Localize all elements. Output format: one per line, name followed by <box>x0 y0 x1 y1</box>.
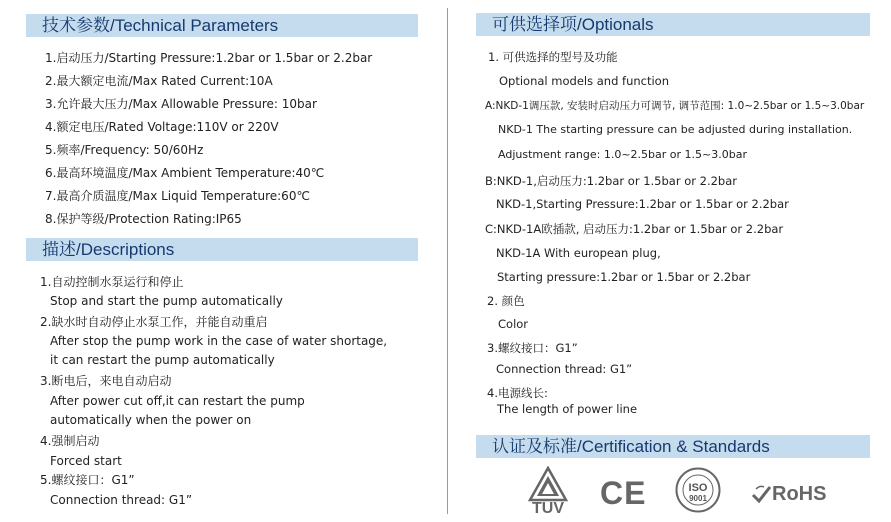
opt-line: NKD-1A With european plug, <box>496 246 661 260</box>
tech-item: 4.额定电压/Rated Voltage:110V or 220V <box>45 120 279 134</box>
column-divider <box>447 8 448 514</box>
opt-line: Connection thread: G1” <box>496 362 633 376</box>
iso-seal-icon <box>675 467 721 513</box>
tech-item: 3.允许最大压力/Max Allowable Pressure: 10bar <box>45 97 317 111</box>
opt-line: Optional models and function <box>499 74 670 88</box>
opt-line: 3.螺纹接口：G1” <box>487 341 578 355</box>
tech-item: 2.最大额定电流/Max Rated Current:10A <box>45 74 273 88</box>
desc-line: 2.缺水时自动停止水泵工作，并能自动重启 <box>40 315 268 329</box>
opt-line: Color <box>498 317 529 331</box>
tech-item: 8.保护等级/Protection Rating:IP65 <box>45 212 242 226</box>
desc-line: it can restart the pump automatically <box>50 353 275 367</box>
tech-item: 6.最高环境温度/Max Ambient Temperature:40℃ <box>45 166 325 180</box>
opt-line: C:NKD-1A欧插款, 启动压力:1.2bar or 1.5bar or 2.2bar <box>485 222 784 236</box>
desc-line: Connection thread: G1” <box>50 493 193 507</box>
optionals-title: 可供选择项/Optionals <box>492 15 654 34</box>
certification-title: 认证及标准/Certification & Standards <box>492 437 770 456</box>
rohs-text: RoHS <box>772 483 827 505</box>
tech-params-header <box>26 14 418 37</box>
tech-params-title: 技术参数/Technical Parameters <box>42 16 279 35</box>
svg-text:9001: 9001 <box>689 494 707 503</box>
opt-line: NKD-1,Starting Pressure:1.2bar or 1.5bar or 2.2bar <box>496 197 789 211</box>
opt-line: 2. 颜色 <box>487 294 525 308</box>
leaf-check-icon <box>750 483 772 505</box>
iso-logo <box>675 467 721 513</box>
opt-line: Adjustment range: 1.0~2.5bar or 1.5~3.0bar <box>498 148 747 161</box>
opt-line: A:NKD-1调压款, 安装时启动压力可调节, 调节范围: 1.0~2.5bar or 1.5~3.0bar <box>485 100 865 112</box>
certification-header <box>476 435 870 458</box>
desc-line: Forced start <box>50 454 122 468</box>
opt-line: Starting pressure:1.2bar or 1.5bar or 2.2bar <box>497 270 751 284</box>
desc-line: automatically when the power on <box>50 413 252 427</box>
desc-line: Stop and start the pump automatically <box>50 294 283 308</box>
desc-line: After power cut off,it can restart the pump <box>50 394 305 408</box>
opt-line: B:NKD-1,启动压力:1.2bar or 1.5bar or 2.2bar <box>485 174 737 188</box>
ce-logo: CE <box>600 475 647 511</box>
svg-text:ISO: ISO <box>688 482 708 494</box>
tech-item: 7.最高介质温度/Max Liquid Temperature:60℃ <box>45 189 310 203</box>
tech-item: 1.启动压力/Starting Pressure:1.2bar or 1.5bar or 2.2bar <box>45 51 373 65</box>
descriptions-title: 描述/Descriptions <box>42 240 175 259</box>
descriptions-header <box>26 238 418 261</box>
tech-item: 5.频率/Frequency: 50/60Hz <box>45 143 204 157</box>
opt-line: NKD-1 The starting pressure can be adjusted during installation. <box>498 123 853 136</box>
desc-line: After stop the pump work in the case of water shortage, <box>50 334 388 348</box>
desc-line: 5.螺纹接口：G1” <box>40 473 135 487</box>
opt-line: 1. 可供选择的型号及功能 <box>488 50 618 64</box>
tuv-logo <box>526 466 570 518</box>
optionals-header <box>476 13 870 36</box>
desc-line: 4.强制启动 <box>40 434 100 448</box>
rohs-logo <box>750 480 834 508</box>
opt-line: The length of power line <box>497 402 638 416</box>
desc-line: 1.自动控制水泵运行和停止 <box>40 275 184 289</box>
opt-line: 4.电源线长: <box>487 386 548 400</box>
desc-line: 3.断电后，来电自动启动 <box>40 374 172 388</box>
tuv-text: TÜV <box>532 500 564 517</box>
